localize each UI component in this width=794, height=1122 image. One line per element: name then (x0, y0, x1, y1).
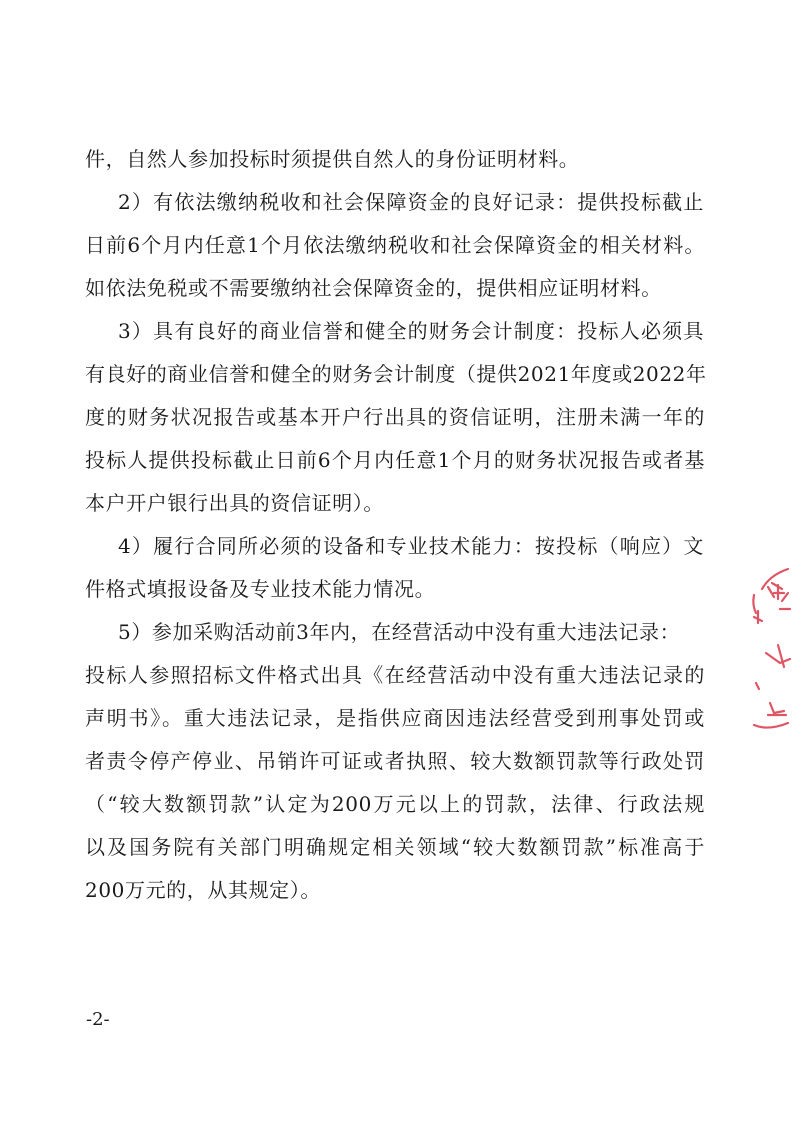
text-line-16: （“较大数额罚款”认定为200万元以上的罚款，法律、行政法规 (85, 792, 705, 816)
text-line-4: 如依法免税或不需要缴纳社会保障资金的，提供相应证明材料。 (85, 276, 662, 300)
text-line-11: 件格式填报设备及专业技术能力情况。 (85, 577, 436, 601)
text-line-10: 4）履行合同所必须的设备和专业技术能力：按投标（响应）文 (118, 534, 704, 558)
text-line-14: 声明书》。重大违法记录，是指供应商因违法经营受到刑事处罚或 (85, 706, 705, 730)
seal-stamp-edge (748, 565, 794, 735)
text-line-18: 200万元的，从其规定）。 (85, 878, 321, 902)
text-line-2: 2）有依法缴纳税收和社会保障资金的良好记录：提供投标截止 (118, 190, 704, 214)
text-line-6: 有良好的商业信誉和健全的财务会计制度（提供2021年度或2022年 (85, 362, 707, 386)
text-line-12: 5）参加采购活动前3年内，在经营活动中没有重大违法记录： (118, 620, 681, 644)
text-line-17: 以及国务院有关部门明确规定相关领域“较大数额罚款”标准高于 (85, 835, 705, 859)
text-line-9: 本户开户银行出具的资信证明）。 (85, 491, 384, 515)
text-line-1: 件，自然人参加投标时须提供自然人的身份证明材料。 (85, 147, 580, 171)
text-line-5: 3）具有良好的商业信誉和健全的财务会计制度：投标人必须具 (118, 319, 704, 343)
text-line-3: 日前6个月内任意1个月依法缴纳税收和社会保障资金的相关材料。 (85, 233, 705, 257)
text-line-15: 者责令停产停业、吊销许可证或者执照、较大数额罚款等行政处罚 (85, 749, 705, 773)
text-line-13: 投标人参照招标文件格式出具《在经营活动中没有重大违法记录的 (85, 663, 705, 687)
text-line-7: 度的财务状况报告或基本开户行出具的资信证明，注册未满一年的 (85, 405, 705, 429)
text-line-8: 投标人提供投标截止日前6个月内任意1个月的财务状况报告或者基 (85, 448, 705, 472)
page-number: -2- (86, 1009, 110, 1030)
